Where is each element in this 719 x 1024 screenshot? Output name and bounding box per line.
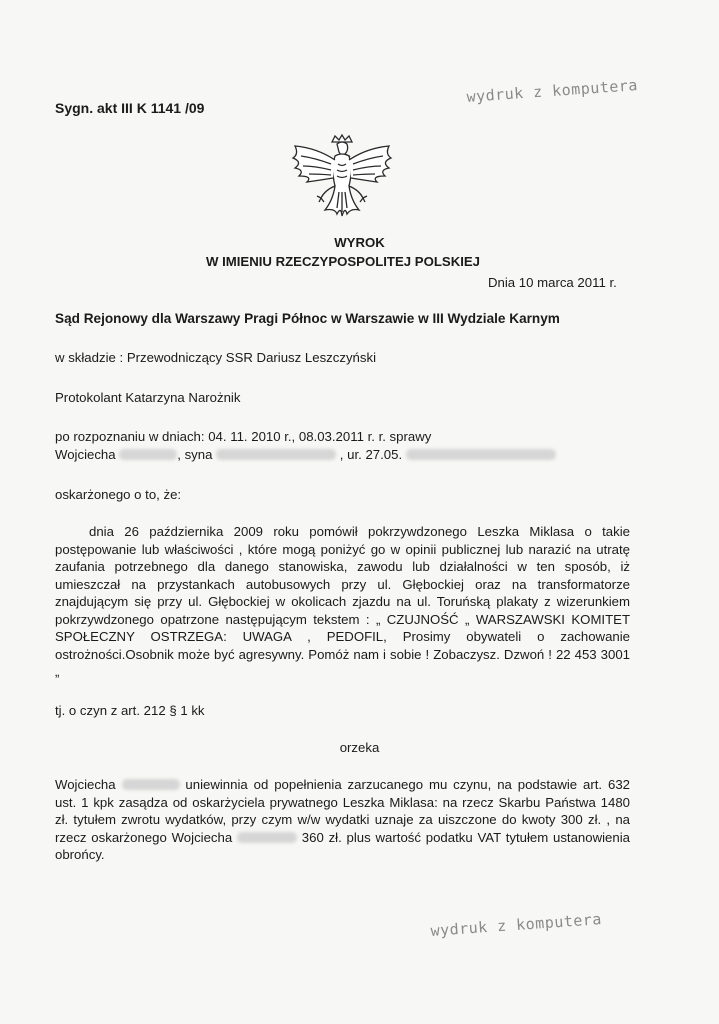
polish-eagle-emblem-icon [285,134,399,228]
redacted-surname-ruling [122,779,180,790]
verdict-subtitle: W IMIENIU RZECZYPOSPOLITEJ POLSKIEJ [205,254,481,269]
ruling-paragraph [55,776,630,864]
court-composition: w składzie : Przewodniczący SSR Dariusz Leszczyński [55,350,377,365]
court-name: Sąd Rejonowy dla Warszawy Pragi Północ w Warszawie w III Wydziale Karnym [55,311,560,326]
birth-date-label: , ur. 27.05. [339,447,403,462]
charge-paragraph: dnia 26 października 2009 roku pomówił pokrzywdzonego Leszka Miklasa o takie postępowanie lub właściwości , które mogą poniżyć go w opinii publicznej lub narazić na utratę zaufania potrzebnego dla danego stanowiska, zawodu lub działalności w ten sposób, iż umieszczał na przystankach autobusowych przy ul. Głębockiej oraz na transformatorze znajdującym się przy ul. Głębockiej w okolicach zjazdu na ul. Toruńską plakaty z wizerunkiem pokrzywdzonego opatrzone następującym tekstem : „ CZUJNOŚĆ „ WARSZAWSKI KOMITET SPOŁECZNY OSTRZEGA: UWAGA , PEDOFIL, Prosimy obywateli o zachowanie ostrożności.Osobnik może być agresywny. Pomóż nam i sobie ! Zobaczysz. Dzwoń ! 22 453 3001 „ [55,524,630,679]
redacted-surname-costs [237,832,297,843]
verdict-title: WYROK [334,235,385,250]
redacted-surname [119,449,177,460]
accused-first-name: Wojciecha [55,447,116,462]
case-signature: Sygn. akt III K 1141 /09 [55,100,205,116]
redacted-father-name [216,449,336,460]
redacted-birth-details [406,449,556,460]
printout-stamp-bottom: wydruk z komputera [430,910,603,940]
ruling-costs: 360 zł. plus wartość podatku VAT tytułem ustanowienia obrońcy. [55,829,630,862]
ruling-heading: orzeka [339,740,380,755]
hearing-dates: po rozpoznaniu w dniach: 04. 11. 2010 r., 08.03.2011 r. r. sprawy [55,429,432,444]
accused-identity [55,446,556,463]
ruling-text: uniewinnia od popełnienia zarzucanego mu czynu, na podstawie art. 632 ust. 1 kpk zasądza od oskarżyciela prywatnego Leszka Miklasa: na rzecz Skarbu Państwa 1480 zł. tytułem zwrotu wydatków, przy czym w/w wydatki uznaje za uiszczone do kwoty 300 zł. , na rzecz oskarżonego Wojciecha [55,777,630,845]
printout-stamp-top: wydruk z komputera [466,76,639,106]
court-clerk: Protokolant Katarzyna Narożnik [55,390,241,405]
article-reference: tj. o czyn z art. 212 § 1 kk [55,703,205,718]
accused-intro: oskarżonego o to, że: [55,487,182,502]
son-of-label: , syna [177,447,213,462]
ruling-accused-name: Wojciecha [55,777,116,792]
verdict-date: Dnia 10 marca 2011 r. [488,275,617,290]
